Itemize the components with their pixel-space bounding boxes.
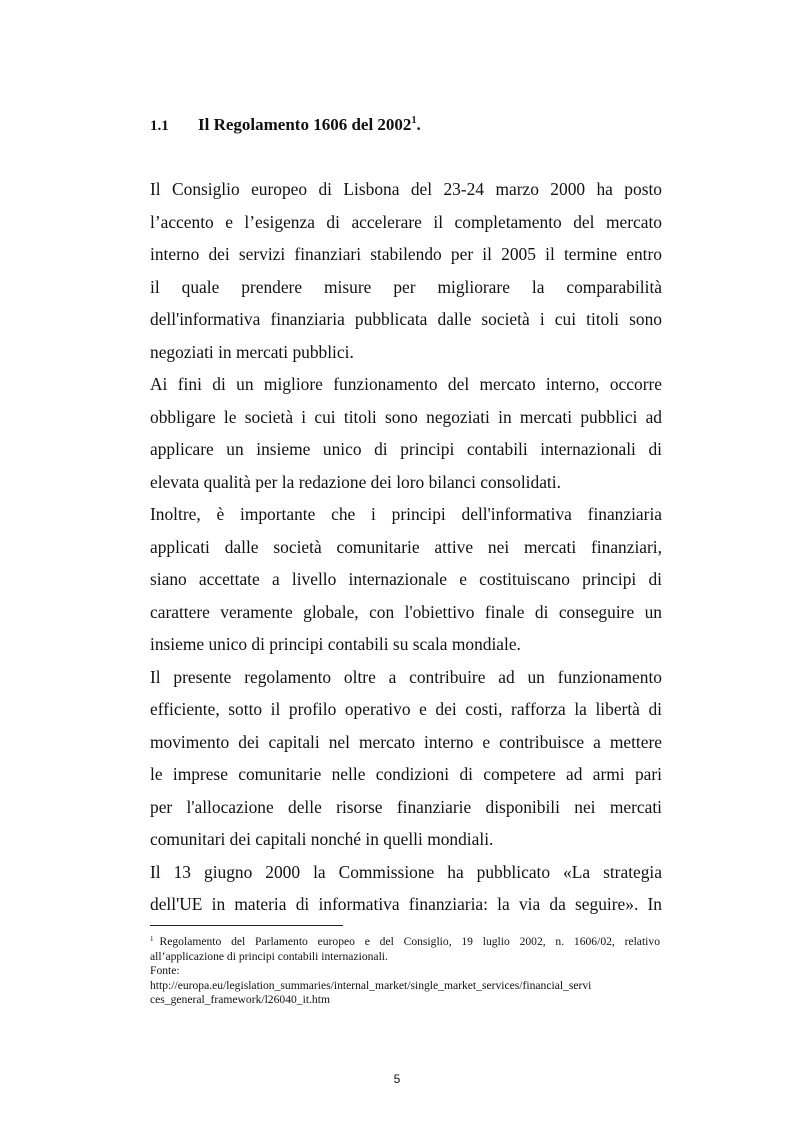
footnote-line: all’applicazione di principi contabili internazionali.	[150, 949, 388, 963]
footnote-line: Fonte:	[150, 964, 180, 978]
text-line: le imprese comunitarie nelle condizioni di competere ad armi pari	[150, 764, 662, 784]
text-line: insieme unico di principi contabili su scala mondiale.	[150, 634, 521, 654]
text-line: elevata qualità per la redazione dei loro bilanci consolidati.	[150, 471, 561, 492]
body-text	[150, 173, 662, 921]
footnote-url[interactable]: http://europa.eu/legislation_summaries/internal_market/single_market_services/financial_servi	[150, 978, 592, 992]
text-line: negoziati in mercati pubblici.	[150, 341, 354, 362]
section-title-period: .	[416, 115, 421, 134]
footnote-text: Regolamento del Parlamento europeo e del Consiglio, 19 luglio 2002, n. 1606/02, relativo	[159, 935, 660, 948]
text-line: obbligare le società i cui titoli sono negoziati in mercati pubblici ad	[150, 406, 662, 427]
text-line: siano accettate a livello internazionale e costituiscano principi di	[150, 569, 662, 589]
text-line: efficiente, sotto il profilo operativo e dei costi, rafforza la libertà di	[150, 699, 662, 719]
section-title: Il Regolamento 1606 del 2002	[198, 115, 412, 134]
text-line: Il 13 giugno 2000 la Commissione ha pubblicato «La strategia	[150, 861, 662, 882]
text-line: Il Consiglio europeo di Lisbona del 23-24 marzo 2000 ha posto	[150, 179, 662, 199]
text-line: carattere veramente globale, con l'obiettivo finale di conseguire un	[150, 601, 662, 622]
text-line: Il presente regolamento oltre a contribuire ad un funzionamento	[150, 666, 662, 687]
text-line: Inoltre, è importante che i principi dell'informativa finanziaria	[150, 504, 662, 524]
text-line: l’accento e l’esigenza di accelerare il completamento del mercato	[150, 211, 662, 232]
text-line: dell'UE in materia di informativa finanziaria: la via da seguire». In	[150, 894, 662, 914]
text-line: Ai fini di un migliore funzionamento del mercato interno, occorre	[150, 374, 662, 394]
text-line: comunitari dei capitali nonché in quelli mondiali.	[150, 829, 494, 849]
section-number: 1.1	[150, 118, 169, 134]
footnote-marker: 1	[150, 935, 154, 943]
footnote-separator	[150, 925, 343, 926]
page-number: 5	[393, 1072, 401, 1086]
section-heading	[150, 115, 421, 135]
footnote	[150, 935, 660, 1008]
text-line: interno dei servizi finanziari stabilendo per il 2005 il termine entro	[150, 244, 662, 264]
text-line: per l'allocazione delle risorse finanziarie disponibili nei mercati	[150, 796, 662, 817]
footnote-url[interactable]: ces_general_framework/l26040_it.htm	[150, 993, 330, 1007]
text-line: applicati dalle società comunitarie attive nei mercati finanziari,	[150, 536, 662, 557]
text-line: il quale prendere misure per migliorare la comparabilità	[150, 276, 662, 297]
text-line: dell'informativa finanziaria pubblicata dalle società i cui titoli sono	[150, 309, 662, 329]
footnote-line	[150, 935, 660, 950]
text-line: applicare un insieme unico di principi contabili internazionali di	[150, 439, 662, 459]
footnote-reference[interactable]: 1	[411, 115, 417, 126]
text-line: movimento dei capitali nel mercato interno e contribuisce a mettere	[150, 731, 662, 752]
